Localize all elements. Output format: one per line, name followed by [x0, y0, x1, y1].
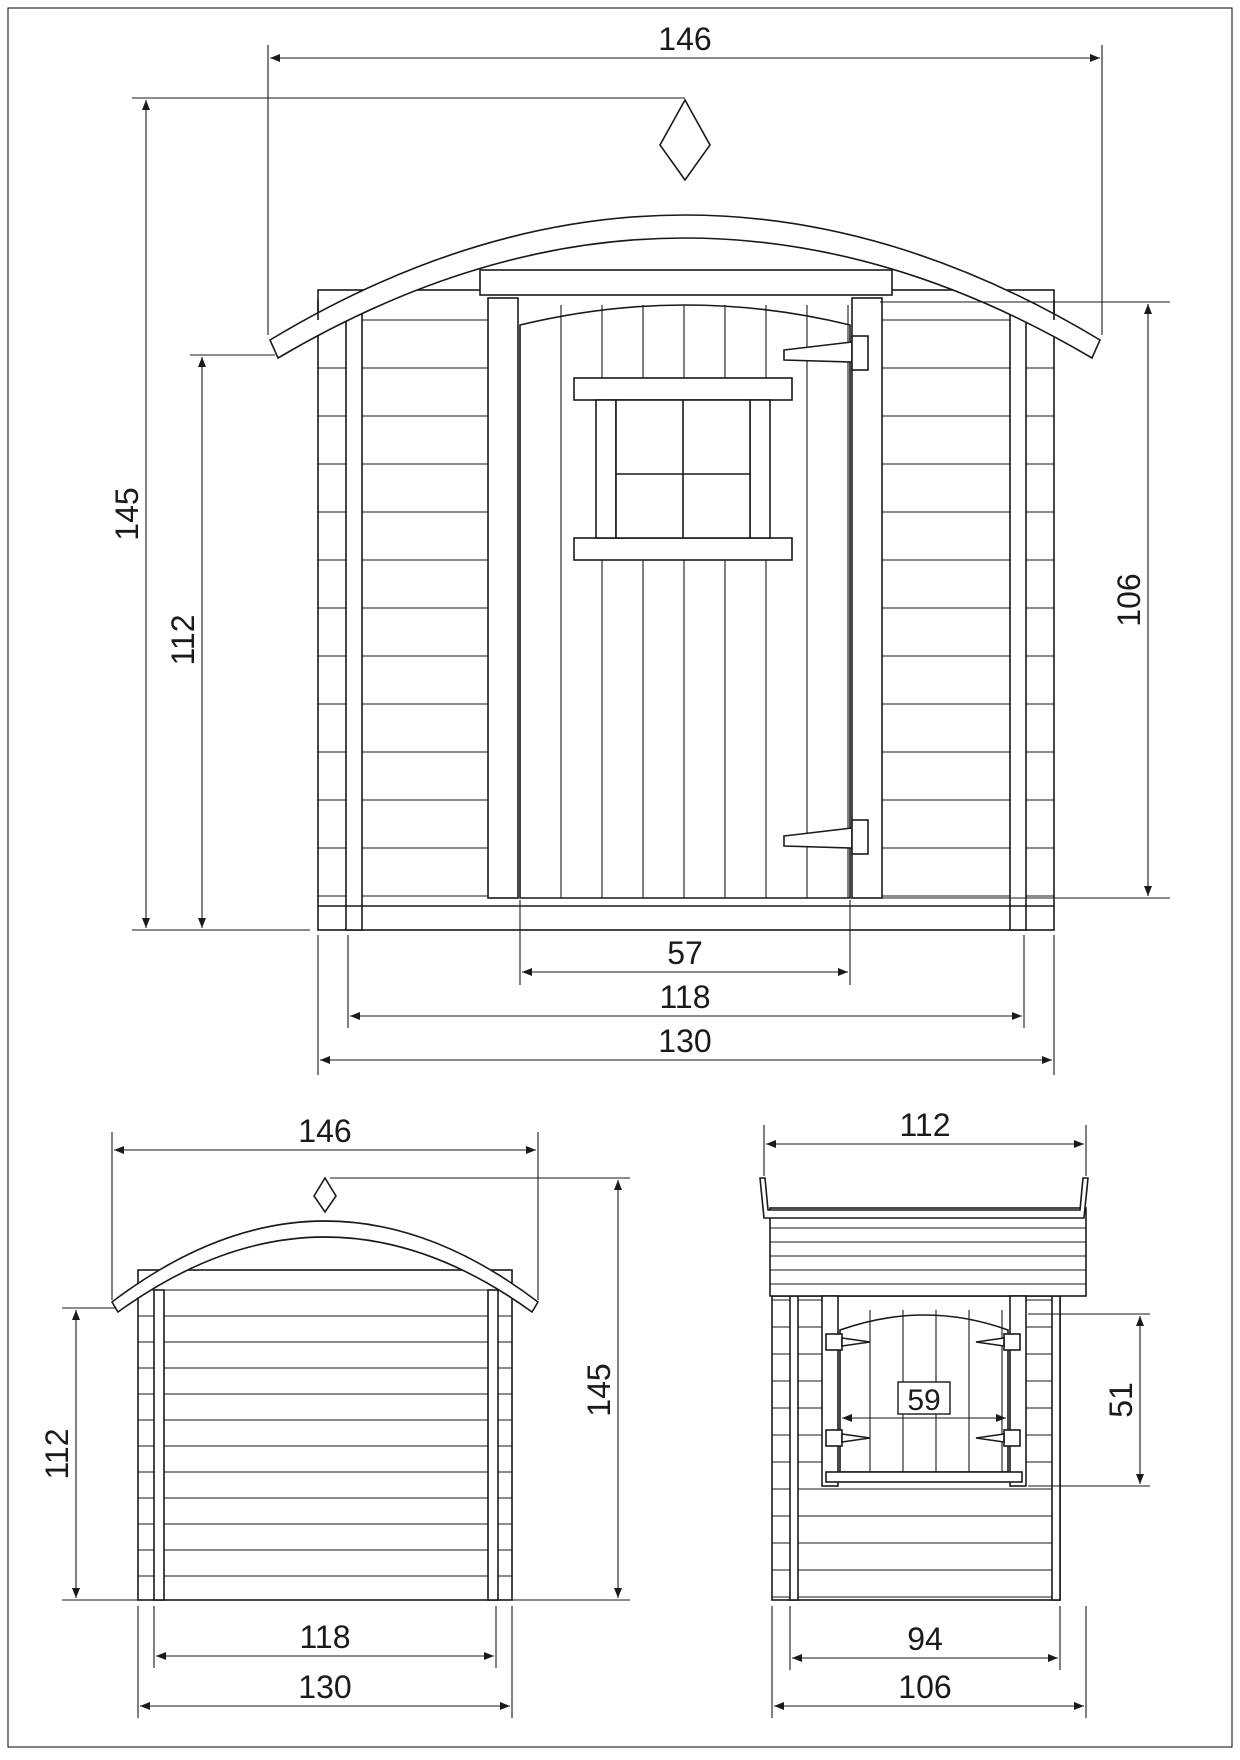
front-height-total: 145	[109, 487, 145, 541]
back-width-base: 106	[898, 1669, 952, 1705]
back-window-frame-right	[1010, 1296, 1026, 1486]
back-height-window: 51	[1103, 1382, 1139, 1418]
door-window-bottom-bar	[574, 538, 792, 560]
door-frame-left	[488, 298, 518, 898]
front-right-post	[1010, 300, 1026, 930]
front-gable-board	[480, 270, 892, 295]
side-view	[112, 1178, 538, 1600]
front-height-wall: 112	[165, 614, 201, 666]
door-window-top-bar	[574, 378, 792, 400]
front-view	[270, 100, 1100, 930]
side-height-wall: 112	[39, 1428, 75, 1480]
back-left-post	[790, 1296, 798, 1600]
side-left-post	[154, 1290, 164, 1600]
back-width-window: 59	[907, 1384, 941, 1417]
back-window-frame-left	[822, 1296, 838, 1486]
front-left-post	[346, 300, 362, 930]
front-height-door: 106	[1111, 573, 1147, 627]
side-width-base: 130	[298, 1669, 352, 1705]
window-hinge-bottom-left	[826, 1430, 842, 1446]
window-hinge-top-right	[1004, 1334, 1020, 1350]
side-width-inner: 118	[299, 1619, 351, 1655]
window-hinge-bottom-right	[1004, 1430, 1020, 1446]
roof-finial	[660, 100, 710, 180]
side-width-roof: 146	[298, 1113, 352, 1149]
front-width-base: 130	[658, 1023, 712, 1059]
window-hinge-top-left	[826, 1334, 842, 1350]
side-roof-finial	[314, 1178, 336, 1212]
front-width-roof: 146	[658, 21, 712, 57]
door-frame-right	[852, 298, 882, 898]
front-width-door: 57	[667, 935, 703, 971]
side-right-post	[488, 1290, 498, 1600]
back-width-roof: 112	[899, 1107, 951, 1143]
front-width-inner: 118	[659, 979, 711, 1015]
side-height-total: 145	[581, 1363, 617, 1417]
back-roof	[770, 1208, 1086, 1296]
back-width-inner: 94	[907, 1621, 943, 1657]
